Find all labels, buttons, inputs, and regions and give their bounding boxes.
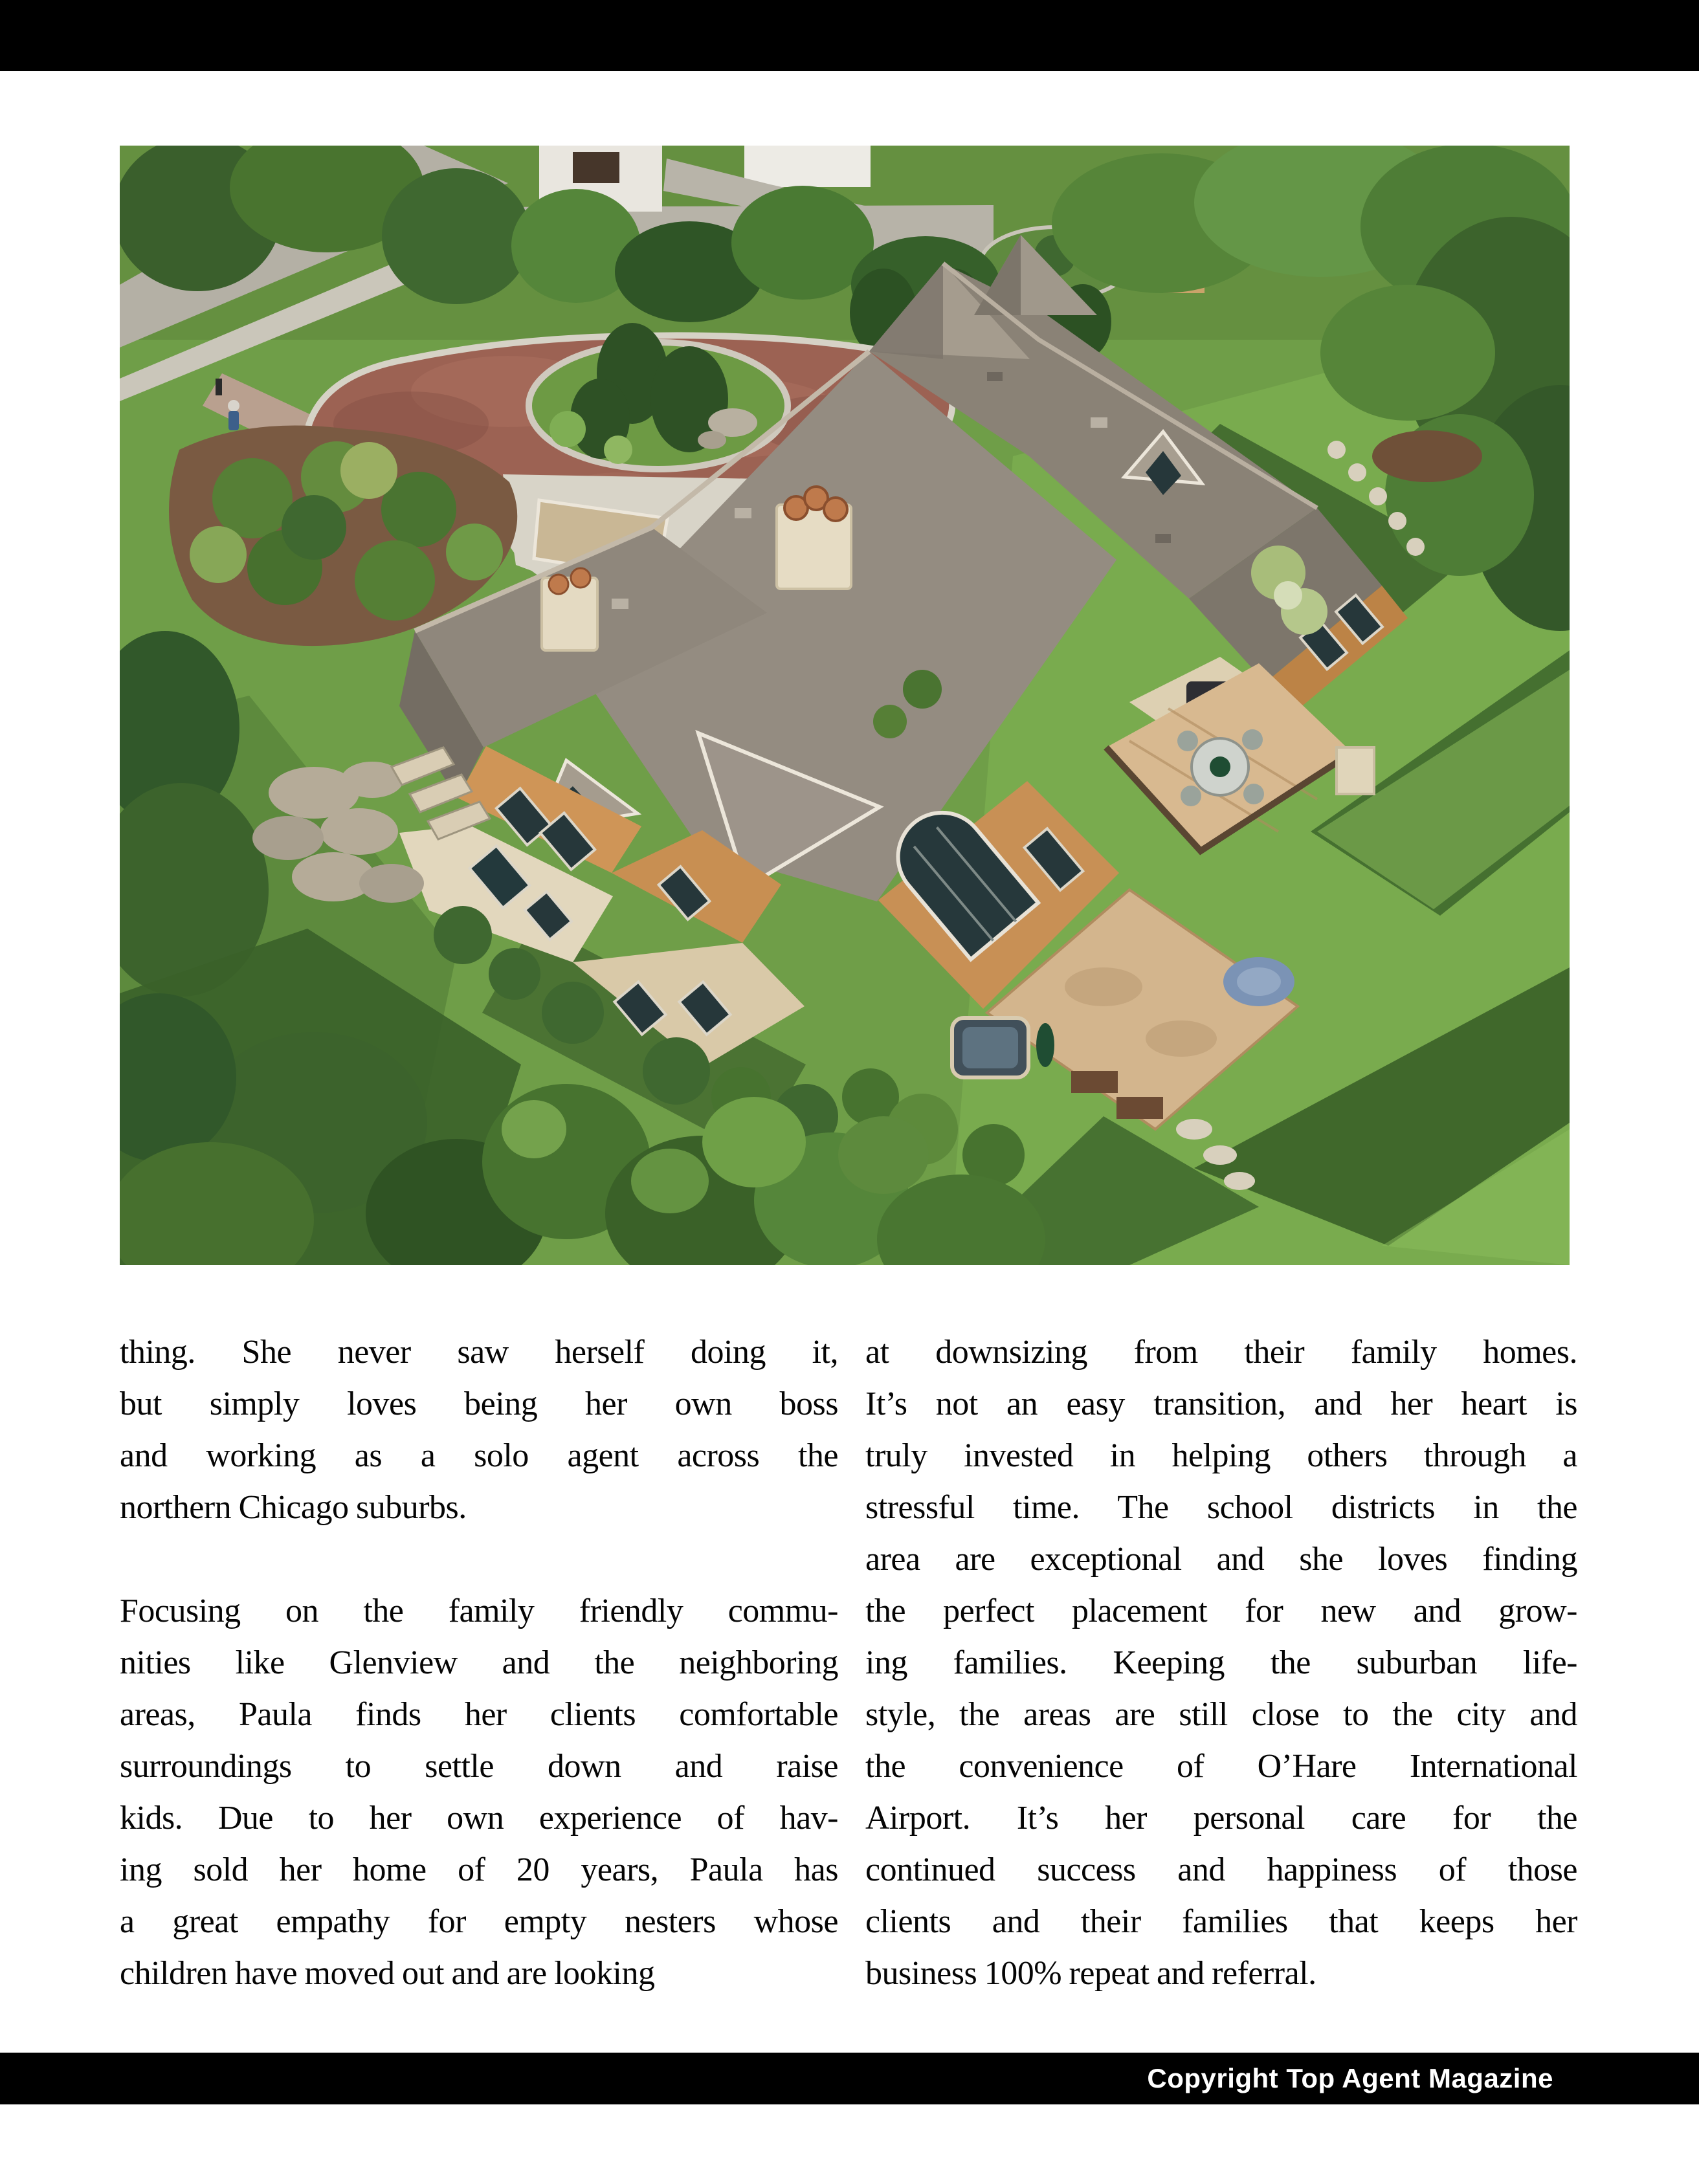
text-line: ing families. Keeping the suburban life-	[865, 1644, 1577, 1681]
mulch-bed	[1372, 430, 1482, 482]
text-line: area are exceptional and she loves finding	[865, 1541, 1577, 1578]
stone-pillar	[1337, 747, 1374, 794]
aerial-photo	[120, 146, 1570, 1265]
paragraph	[120, 1585, 838, 2000]
lounge-chair	[1071, 1071, 1118, 1093]
garage-door	[573, 152, 619, 183]
text-line: and working as a solo agent across the	[120, 1437, 838, 1474]
text-line: nities like Glenview and the neighboring	[120, 1644, 838, 1681]
text-column-right	[865, 1327, 1577, 2000]
bottom-black-bar	[0, 2053, 1699, 2104]
lounge-chair	[1116, 1097, 1163, 1119]
text-line: thing. She never saw herself doing it,	[120, 1334, 838, 1371]
text-line: Airport. It’s her personal care for the	[865, 1800, 1577, 1837]
copyright-text: Copyright Top Agent Magazine	[1147, 2063, 1553, 2093]
text-line: the perfect placement for new and grow-	[865, 1593, 1577, 1629]
text-line: It’s not an easy transition, and her heart is	[865, 1385, 1577, 1422]
article-body	[120, 1327, 1577, 2013]
text-line: ing sold her home of 20 years, Paula has	[120, 1851, 838, 1888]
text-line: the convenience of O’Hare International	[865, 1748, 1577, 1785]
closed-umbrella	[1036, 1023, 1054, 1067]
text-line: at downsizing from their family homes.	[865, 1334, 1577, 1371]
text-line: northern Chicago suburbs.	[120, 1489, 467, 1526]
aerial-photo-illustration	[120, 146, 1570, 1265]
text-line: continued success and happiness of those	[865, 1851, 1577, 1888]
text-line: but simply loves being her own boss	[120, 1385, 838, 1422]
text-line: kids. Due to her own experience of hav-	[120, 1800, 838, 1837]
pedestrian	[228, 400, 239, 412]
top-black-bar	[0, 0, 1699, 71]
patio-umbrella	[1210, 756, 1230, 777]
text-line: clients and their families that keeps her	[865, 1903, 1577, 1940]
text-line: Focusing on the family friendly commu-	[120, 1593, 838, 1629]
text-line: style, the areas are still close to the city and	[865, 1696, 1577, 1733]
text-line: children have moved out and are looking	[120, 1955, 655, 1992]
text-line: areas, Paula finds her clients comfortable	[120, 1696, 838, 1733]
text-line: stressful time. The school districts in the	[865, 1489, 1577, 1526]
text-line: surroundings to settle down and raise	[120, 1748, 838, 1785]
text-column-left	[120, 1327, 838, 2000]
text-line: truly invested in helping others through a	[865, 1437, 1577, 1474]
text-line: business 100% repeat and referral.	[865, 1955, 1316, 1992]
text-line: a great empathy for empty nesters whose	[120, 1903, 838, 1940]
paragraph	[865, 1327, 1577, 2000]
lamp-post	[216, 379, 222, 395]
paragraph	[120, 1327, 838, 1534]
